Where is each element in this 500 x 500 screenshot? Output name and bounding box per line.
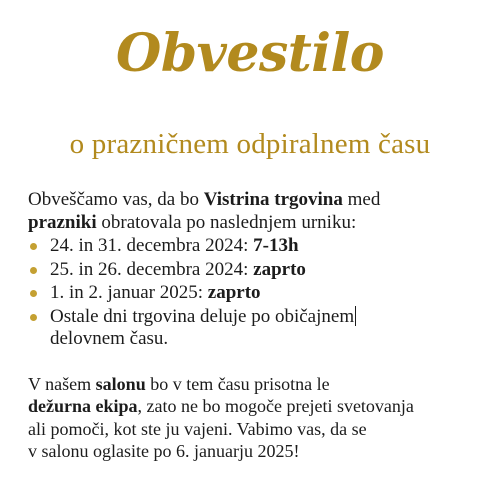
schedule-item bbox=[28, 282, 483, 305]
notice-subtitle: o prazničnem odpiralnem času bbox=[69, 128, 431, 160]
schedule-hours: zaprto bbox=[207, 282, 261, 303]
salon-note bbox=[28, 373, 483, 463]
intro-text: Obveščamo vas, da bo bbox=[28, 189, 204, 210]
intro-text: obratovala po naslednjem urniku: bbox=[96, 211, 357, 233]
intro-paragraph bbox=[28, 189, 483, 234]
schedule-list bbox=[28, 235, 483, 351]
schedule-date: 24. in 31. decembra 2024: bbox=[50, 235, 254, 256]
intro-text: med bbox=[342, 189, 381, 210]
holidays-word: prazniki bbox=[28, 211, 97, 233]
schedule-regular: delovnem času. bbox=[50, 328, 169, 349]
note-text: ali pomoči, kot ste ju vajeni. Vabimo vas, da se bbox=[28, 418, 367, 439]
bullet-dot-icon bbox=[30, 267, 37, 274]
schedule-hours: 7-13h bbox=[253, 235, 299, 256]
note-text: V našem bbox=[28, 373, 96, 394]
notice-body bbox=[28, 189, 483, 463]
notice-title: Obvestilo bbox=[116, 23, 384, 84]
schedule-date: 25. in 26. decembra 2024: bbox=[50, 258, 254, 280]
schedule-item bbox=[28, 259, 483, 282]
note-text: bo v tem času prisotna le bbox=[145, 373, 330, 394]
bullet-dot-icon bbox=[30, 243, 37, 250]
schedule-item bbox=[28, 235, 483, 258]
note-text: v salonu oglasite po 6. januarju 2025! bbox=[28, 441, 300, 461]
salon-word: salonu bbox=[95, 373, 146, 394]
schedule-hours: zaprto bbox=[253, 258, 306, 280]
text-cursor bbox=[355, 306, 356, 326]
bullet-dot-icon bbox=[30, 290, 37, 297]
bullet-dot-icon bbox=[30, 314, 37, 321]
store-name: Vistrina trgovina bbox=[203, 189, 343, 210]
schedule-date: 1. in 2. januar 2025: bbox=[50, 282, 208, 303]
schedule-regular: Ostale dni trgovina deluje po običajnem bbox=[50, 305, 355, 327]
duty-team: dežurna ekipa bbox=[28, 396, 138, 416]
note-text: , zato ne bo mogoče prejeti svetovanja bbox=[137, 396, 414, 416]
schedule-item bbox=[28, 306, 483, 351]
